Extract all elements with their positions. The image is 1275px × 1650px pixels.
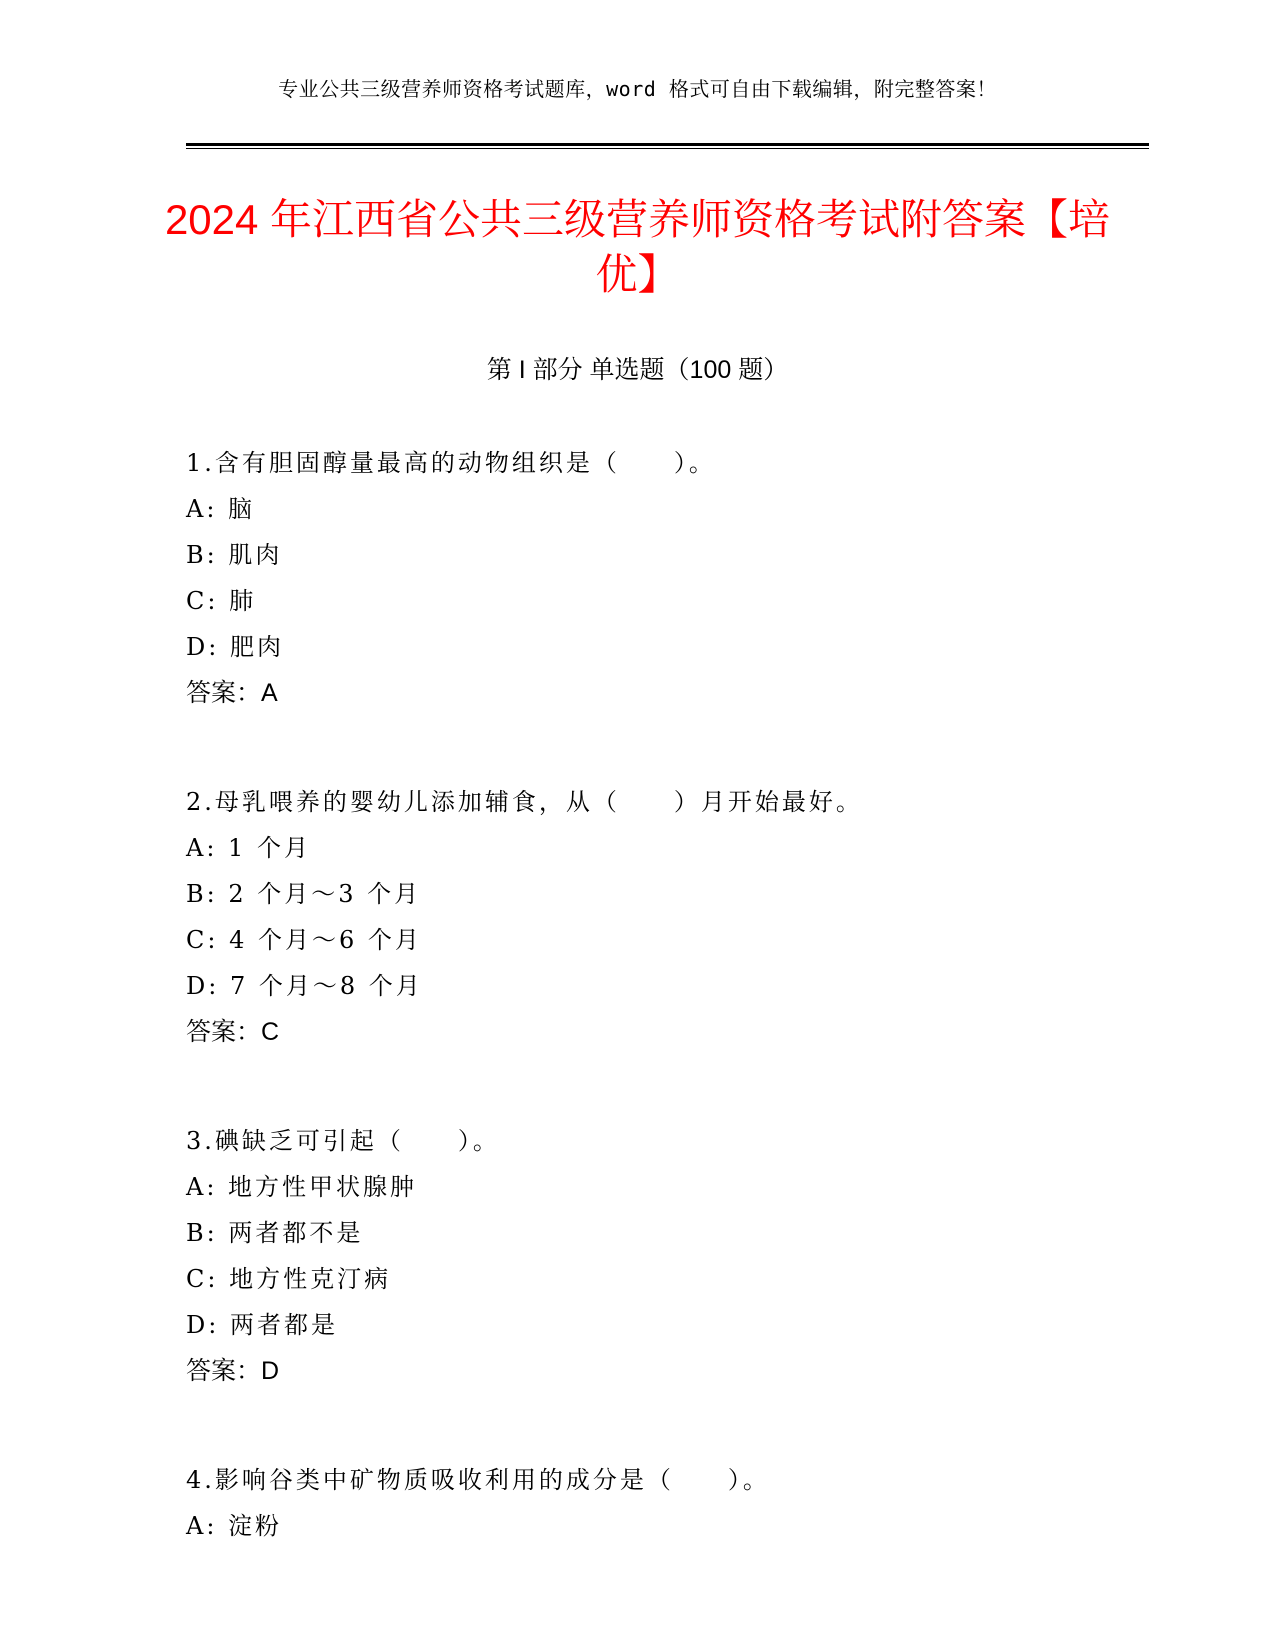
header-rule-thin (186, 148, 1149, 149)
option-b: B: 肌肉 (186, 541, 283, 569)
answer: 答案：D (186, 1357, 280, 1385)
question-stem: 4.影响谷类中矿物质吸收利用的成分是（ ）。 (186, 1466, 770, 1494)
question-1 (186, 440, 1146, 716)
answer: 答案：C (186, 1018, 280, 1046)
option-a: A: 地方性甲状腺肿 (186, 1173, 418, 1201)
question-3 (186, 1118, 1146, 1394)
question-list (186, 440, 1146, 1612)
question-stem: 2.母乳喂养的婴幼儿添加辅食，从（ ）月开始最好。 (186, 788, 863, 816)
option-d: D: 两者都是 (186, 1311, 338, 1339)
question-2 (186, 779, 1146, 1055)
option-a: A: 淀粉 (186, 1512, 283, 1540)
header-note: 专业公共三级营养师资格考试题库，word 格式可自由下载编辑，附完整答案！ (278, 77, 997, 101)
option-c: C: 4 个月～6 个月 (186, 926, 422, 954)
document-title: 2024 年江西省公共三级营养师资格考试附答案【培优】 (164, 196, 1111, 298)
header-rule-thick (186, 143, 1149, 146)
option-d: D: 7 个月～8 个月 (186, 972, 423, 1000)
option-c: C: 地方性克汀病 (186, 1265, 392, 1293)
option-a: A: 1 个月 (186, 834, 311, 862)
section-heading: 第 I 部分 单选题（100 题） (486, 356, 789, 384)
answer: 答案：A (186, 679, 278, 707)
option-a: A: 脑 (186, 495, 256, 523)
question-4 (186, 1457, 1146, 1549)
question-stem: 1.含有胆固醇量最高的动物组织是（ ）。 (186, 449, 716, 477)
option-b: B: 2 个月～3 个月 (186, 880, 422, 908)
question-stem: 3.碘缺乏可引起（ ）。 (186, 1127, 500, 1155)
option-d: D: 肥肉 (186, 633, 284, 661)
option-c: C: 肺 (186, 587, 257, 615)
option-b: B: 两者都不是 (186, 1219, 364, 1247)
